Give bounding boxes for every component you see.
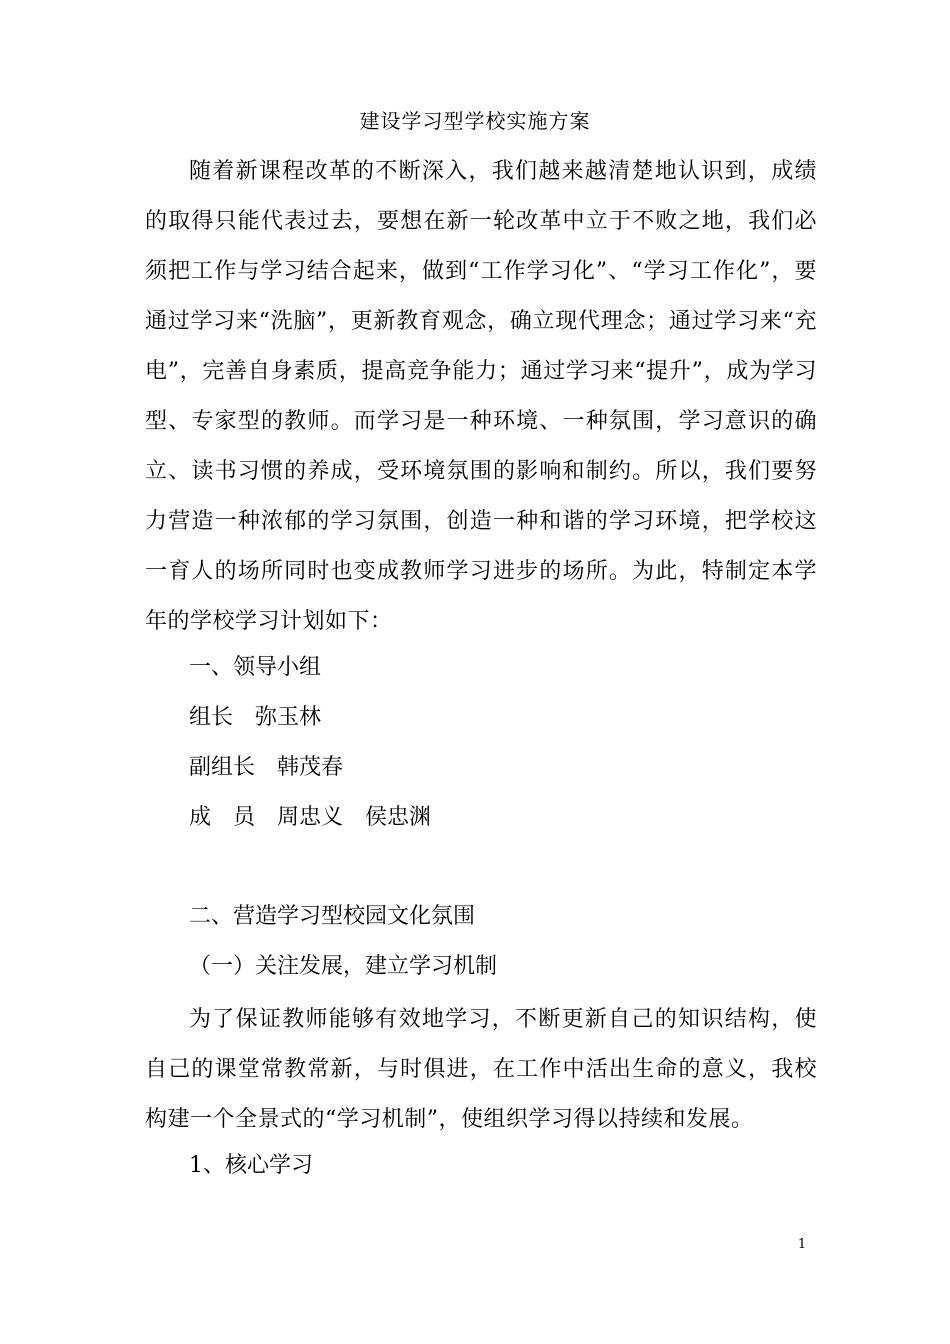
item-core-learning: 1、核心学习 bbox=[189, 1153, 313, 1178]
intro-paragraph: 随着新课程改革的不断深入，我们越来越清楚地认识到，成绩的取得只能代表过去，要想在新一轮改革中立于不败之地，我们必须把工作与学习结合起来，做到“工作学习化”、“学习工作化”，要通过学习来“洗脑”，更新教育观念，确立现代理念；通过学习来“充电”，完善自身素质，提高竞争能力；通过学习来“提升”，成为学习型、专家型的教师。而学习是一种环境、一种氛围，学习意识的确立、读书习惯的养成，受环境氛围的影响和制约。所以，我们要努力营造一种浓郁的学习氛围，创造一种和谐的学习环境，把学校这一育人的场所同时也变成教师学习进步的场所。为此，特制定本学年的学校学习计划如下： bbox=[145, 159, 817, 634]
members-line: 成 员 周忠义 侯忠渊 bbox=[189, 805, 432, 830]
page-number: 1 bbox=[797, 1237, 807, 1252]
document-title: 建设学习型学校实施方案 bbox=[359, 109, 591, 133]
subsection-heading-mechanism: （一）关注发展，建立学习机制 bbox=[189, 954, 498, 979]
mechanism-paragraph: 为了保证教师能够有效地学习，不断更新自己的知识结构，使自己的课堂常教常新，与时俱进，在工作中活出生命的意义，我校构建一个全景式的“学习机制”，使组织学习得以持续和发展。 bbox=[145, 1007, 817, 1132]
section-heading-culture: 二、营造学习型校园文化氛围 bbox=[189, 904, 476, 929]
deputy-leader-line: 副组长 韩茂春 bbox=[189, 755, 344, 780]
section-heading-leadership: 一、领导小组 bbox=[189, 655, 322, 680]
group-leader-line: 组长 弥玉林 bbox=[189, 705, 322, 730]
